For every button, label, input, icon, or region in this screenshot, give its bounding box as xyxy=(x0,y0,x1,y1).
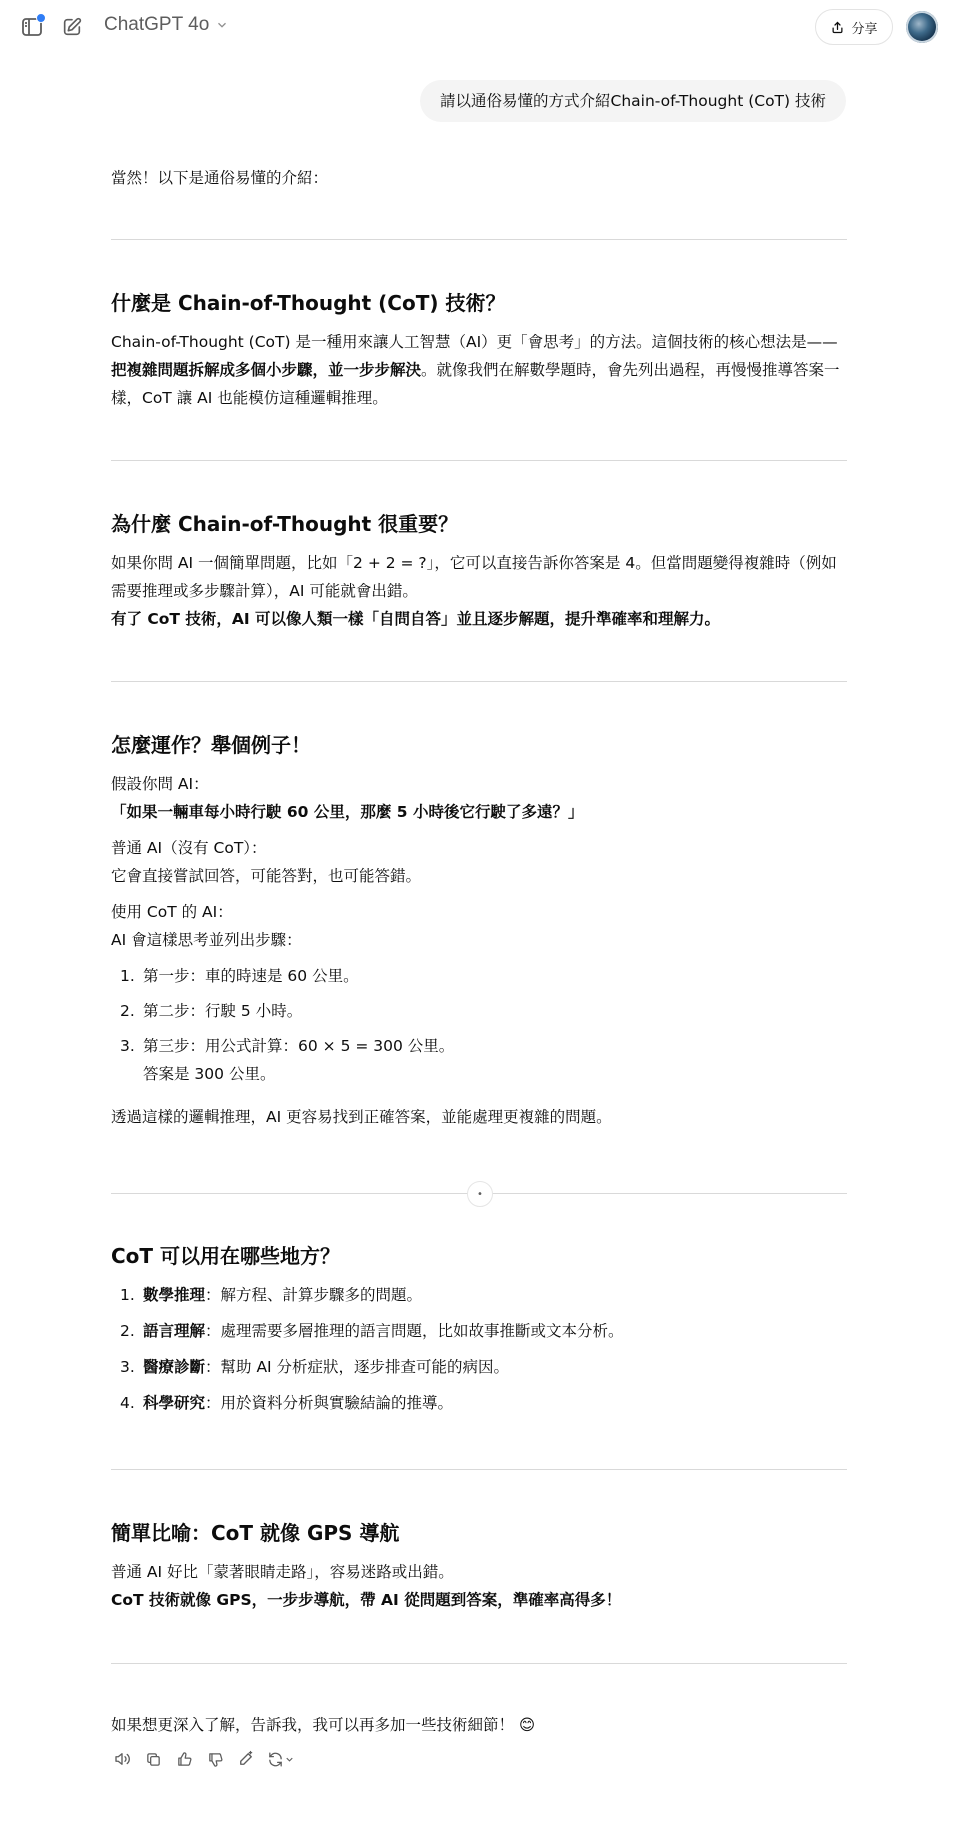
section-title-how-it-works: 怎麼運作？舉個例子！ xyxy=(111,733,311,757)
copy-icon xyxy=(145,1751,162,1768)
list-number: 4. xyxy=(120,1394,135,1412)
list-bold: 語言理解 xyxy=(143,1322,206,1340)
normal-ai-label: 普通 AI（沒有 CoT）： xyxy=(111,839,267,857)
message-actions xyxy=(111,1748,296,1770)
pen-sparkle-icon xyxy=(237,1750,255,1768)
speaker-icon xyxy=(113,1750,131,1768)
list-extra-text: 答案是 300 公里。 xyxy=(143,1065,276,1083)
scroll-to-bottom-button[interactable] xyxy=(467,1181,493,1207)
edit-icon xyxy=(61,16,83,38)
share-icon xyxy=(830,20,845,35)
thumbs-down-icon xyxy=(207,1751,224,1768)
sidebar-toggle-button[interactable] xyxy=(19,14,45,40)
section-paragraph: 如果你問 AI 一個簡單問題，比如「2 + 2 = ?」，它可以直接告訴你答案是 4。但當問題變得複雜時（例如需要推理或多步驟計算），AI 可能就會出錯。 xyxy=(111,554,837,600)
regenerate-button[interactable] xyxy=(266,1748,296,1770)
text-span: 。就像我們在解數學題時，會先列出過程，再慢慢推導答案一樣，CoT 讓 AI 也能模仿這種邏輯推理。 xyxy=(111,361,840,407)
section-paragraph-bold: 有了 CoT 技術，AI 可以像人類一樣「自問自答」並且逐步解題，提升準確率和理解力。 xyxy=(111,610,721,628)
list-bold: 醫療診斷 xyxy=(143,1358,206,1376)
section-title-why-important: 為什麼 Chain-of-Thought 很重要？ xyxy=(111,512,459,536)
list-item xyxy=(111,1281,847,1309)
list-number: 3. xyxy=(120,1037,135,1055)
share-label: 分享 xyxy=(851,21,878,37)
share-button[interactable] xyxy=(815,9,893,45)
list-item xyxy=(111,962,847,990)
list-item xyxy=(111,1032,847,1088)
section-title-what-is-cot: 什麼是 Chain-of-Thought (CoT) 技術？ xyxy=(111,291,506,315)
normal-ai-text: 它會直接嘗試回答，可能答對，也可能答錯。 xyxy=(111,867,422,885)
example-question: 「如果一輛車每小時行駛 60 公里，那麼 5 小時後它行駛了多遠？」 xyxy=(111,803,584,821)
list-text: ：解方程、計算步驟多的問題。 xyxy=(205,1286,423,1304)
list-bold: 數學推理 xyxy=(143,1286,206,1304)
list-text: 第一步：車的時速是 60 公里。 xyxy=(143,967,359,985)
divider xyxy=(111,681,847,682)
thumbs-up-icon xyxy=(176,1751,193,1768)
section-paragraph-bold: CoT 技術就像 GPS，一步步導航，帶 AI 從問題到答案，準確率高得多！ xyxy=(111,1591,622,1609)
list-item xyxy=(111,1389,847,1417)
list-text: 第三步：用公式計算：60 × 5 = 300 公里。 xyxy=(143,1037,455,1055)
edit-in-canvas-button[interactable] xyxy=(235,1748,257,1770)
text-span: Chain-of-Thought (CoT) 是一種用來讓人工智慧（AI）更「會思考」的方法。這個技術的核心想法是—— xyxy=(111,333,838,351)
model-selector[interactable] xyxy=(104,14,229,36)
thumbs-up-button[interactable] xyxy=(173,1748,195,1770)
read-aloud-button[interactable] xyxy=(111,1748,133,1770)
avatar[interactable] xyxy=(906,11,938,43)
divider xyxy=(111,460,847,461)
steps-list xyxy=(111,962,847,1088)
list-text: ：用於資料分析與實驗結論的推導。 xyxy=(205,1394,454,1412)
response-intro: 當然！以下是通俗易懂的介紹： xyxy=(111,169,329,187)
cot-ai-text: AI 會這樣思考並列出步驟： xyxy=(111,931,302,949)
section-title-applications: CoT 可以用在哪些地方？ xyxy=(111,1244,341,1268)
list-number: 3. xyxy=(120,1358,135,1376)
list-bold: 科學研究 xyxy=(143,1394,206,1412)
notification-dot xyxy=(36,13,46,23)
model-name-label: ChatGPT 4o xyxy=(104,14,210,35)
copy-button[interactable] xyxy=(142,1748,164,1770)
section-title-gps-analogy: 簡單比喻：CoT 就像 GPS 導航 xyxy=(111,1521,400,1545)
question-intro: 假設你問 AI： xyxy=(111,775,209,793)
list-text: 第二步：行駛 5 小時。 xyxy=(143,1002,303,1020)
list-item xyxy=(111,997,847,1025)
list-number: 2. xyxy=(120,1322,135,1340)
list-text: ：幫助 AI 分析症狀，逐步排查可能的病因。 xyxy=(205,1358,510,1376)
top-bar xyxy=(0,0,958,56)
thumbs-down-button[interactable] xyxy=(204,1748,226,1770)
list-item xyxy=(111,1353,847,1381)
list-number: 2. xyxy=(120,1002,135,1020)
applications-list xyxy=(111,1281,847,1417)
section-paragraph: 普通 AI 好比「蒙著眼睛走路」，容易迷路或出錯。 xyxy=(111,1563,454,1581)
list-text: ：處理需要多層推理的語言問題，比如故事推斷或文本分析。 xyxy=(205,1322,624,1340)
list-number: 1. xyxy=(120,1286,135,1304)
chevron-down-icon xyxy=(284,1754,295,1765)
section-paragraph xyxy=(111,328,847,412)
chevron-down-icon xyxy=(215,18,229,32)
cot-ai-label: 使用 CoT 的 AI： xyxy=(111,903,233,921)
user-message-bubble: 請以通俗易懂的方式介紹Chain-of-Thought (CoT) 技術 xyxy=(420,80,846,122)
bold-span: 把複雜問題拆解成多個小步驟，並一步步解決 xyxy=(111,361,422,379)
divider xyxy=(111,1663,847,1664)
closing-message: 如果想更深入了解，告訴我，我可以再多加一些技術細節！ 😊 xyxy=(111,1716,536,1734)
divider xyxy=(111,239,847,240)
section-conclusion: 透過這樣的邏輯推理，AI 更容易找到正確答案，並能處理更複雜的問題。 xyxy=(111,1108,612,1126)
dot-icon: • xyxy=(477,1188,483,1200)
refresh-icon xyxy=(267,1751,284,1768)
list-number: 1. xyxy=(120,967,135,985)
new-chat-button[interactable] xyxy=(59,14,85,40)
list-item xyxy=(111,1317,847,1345)
divider xyxy=(111,1469,847,1470)
